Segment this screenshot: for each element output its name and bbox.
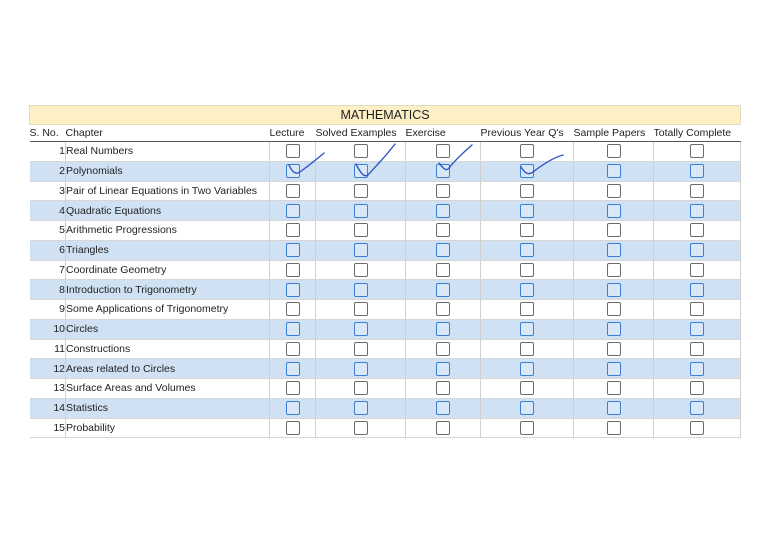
cell-exercise <box>406 221 481 241</box>
checkbox-solved-examples[interactable] <box>354 322 368 336</box>
cell-solved-examples <box>316 319 406 339</box>
cell-lecture <box>270 260 316 280</box>
cell-totally-complete <box>654 240 741 260</box>
checkbox-solved-examples[interactable] <box>354 362 368 376</box>
cell-previous-year <box>481 161 574 181</box>
cell-sample-papers <box>574 260 654 280</box>
row-number: 14 <box>30 398 66 418</box>
chapter-name: Constructions <box>66 339 270 359</box>
table-row <box>30 418 741 438</box>
cell-totally-complete <box>654 280 741 300</box>
checkbox-solved-examples[interactable] <box>354 144 368 158</box>
chapter-name: Quadratic Equations <box>66 201 270 221</box>
checkbox-exercise[interactable] <box>436 322 450 336</box>
cell-exercise <box>406 339 481 359</box>
checkbox-lecture[interactable] <box>286 302 300 316</box>
checkbox-exercise[interactable] <box>436 302 450 316</box>
checkbox-totally-complete[interactable] <box>690 362 704 376</box>
cell-solved-examples <box>316 240 406 260</box>
checkbox-solved-examples[interactable] <box>354 401 368 415</box>
checkbox-lecture[interactable] <box>286 283 300 297</box>
table-row <box>30 142 741 162</box>
checkbox-exercise[interactable] <box>436 263 450 277</box>
cell-solved-examples <box>316 418 406 438</box>
table-row <box>30 300 741 320</box>
checkbox-exercise[interactable] <box>436 164 450 178</box>
cell-previous-year <box>481 201 574 221</box>
table-row <box>30 280 741 300</box>
checkbox-lecture[interactable] <box>286 204 300 218</box>
checkbox-previous-year[interactable] <box>520 401 534 415</box>
header-sno: S. No. <box>30 125 66 142</box>
checkbox-previous-year[interactable] <box>520 381 534 395</box>
cell-exercise <box>406 398 481 418</box>
cell-previous-year <box>481 240 574 260</box>
checkbox-exercise[interactable] <box>436 204 450 218</box>
checkbox-sample-papers[interactable] <box>607 421 621 435</box>
checkbox-solved-examples[interactable] <box>354 204 368 218</box>
checkbox-previous-year[interactable] <box>520 322 534 336</box>
checkbox-solved-examples[interactable] <box>354 421 368 435</box>
cell-lecture <box>270 359 316 379</box>
checkbox-sample-papers[interactable] <box>607 223 621 237</box>
cell-lecture <box>270 319 316 339</box>
row-number: 10 <box>30 319 66 339</box>
cell-previous-year <box>481 319 574 339</box>
checkbox-solved-examples[interactable] <box>354 263 368 277</box>
checkbox-totally-complete[interactable] <box>690 342 704 356</box>
checkbox-totally-complete[interactable] <box>690 263 704 277</box>
table-row <box>30 181 741 201</box>
cell-sample-papers <box>574 161 654 181</box>
chapter-name: Polynomials <box>66 161 270 181</box>
cell-lecture <box>270 181 316 201</box>
chapter-name: Arithmetic Progressions <box>66 221 270 241</box>
checkbox-solved-examples[interactable] <box>354 164 368 178</box>
table-row <box>30 379 741 399</box>
cell-sample-papers <box>574 359 654 379</box>
checkbox-exercise[interactable] <box>436 184 450 198</box>
checkbox-exercise[interactable] <box>436 381 450 395</box>
header-chapter: Chapter <box>66 125 270 142</box>
checkbox-totally-complete[interactable] <box>690 164 704 178</box>
cell-solved-examples <box>316 379 406 399</box>
checkbox-previous-year[interactable] <box>520 204 534 218</box>
cell-exercise <box>406 300 481 320</box>
cell-previous-year <box>481 379 574 399</box>
checkbox-sample-papers[interactable] <box>607 263 621 277</box>
cell-lecture <box>270 161 316 181</box>
checkbox-sample-papers[interactable] <box>607 184 621 198</box>
cell-totally-complete <box>654 260 741 280</box>
cell-totally-complete <box>654 319 741 339</box>
cell-totally-complete <box>654 398 741 418</box>
checkbox-lecture[interactable] <box>286 401 300 415</box>
cell-lecture <box>270 339 316 359</box>
checkbox-totally-complete[interactable] <box>690 283 704 297</box>
checkbox-sample-papers[interactable] <box>607 362 621 376</box>
cell-exercise <box>406 161 481 181</box>
cell-previous-year <box>481 359 574 379</box>
row-number: 2 <box>30 161 66 181</box>
checkbox-lecture[interactable] <box>286 421 300 435</box>
cell-sample-papers <box>574 379 654 399</box>
cell-totally-complete <box>654 201 741 221</box>
checkbox-totally-complete[interactable] <box>690 144 704 158</box>
cell-solved-examples <box>316 359 406 379</box>
cell-previous-year <box>481 398 574 418</box>
checkbox-previous-year[interactable] <box>520 421 534 435</box>
chapter-name: Pair of Linear Equations in Two Variables <box>66 181 270 201</box>
header-solved-examples: Solved Examples <box>316 125 406 142</box>
checkbox-previous-year[interactable] <box>520 184 534 198</box>
checkbox-solved-examples[interactable] <box>354 342 368 356</box>
checkbox-sample-papers[interactable] <box>607 381 621 395</box>
chapter-name: Statistics <box>66 398 270 418</box>
table-row <box>30 319 741 339</box>
row-number: 11 <box>30 339 66 359</box>
cell-sample-papers <box>574 398 654 418</box>
cell-sample-papers <box>574 201 654 221</box>
row-number: 7 <box>30 260 66 280</box>
chapter-name: Some Applications of Trigonometry <box>66 300 270 320</box>
cell-solved-examples <box>316 260 406 280</box>
checkbox-solved-examples[interactable] <box>354 381 368 395</box>
chapter-name: Coordinate Geometry <box>66 260 270 280</box>
cell-lecture <box>270 280 316 300</box>
checkbox-solved-examples[interactable] <box>354 243 368 257</box>
checkbox-exercise[interactable] <box>436 421 450 435</box>
checkbox-sample-papers[interactable] <box>607 322 621 336</box>
cell-totally-complete <box>654 161 741 181</box>
chapter-name: Real Numbers <box>66 142 270 162</box>
header-exercise: Exercise <box>406 125 481 142</box>
checkbox-sample-papers[interactable] <box>607 204 621 218</box>
table-row <box>30 221 741 241</box>
checkbox-previous-year[interactable] <box>520 243 534 257</box>
cell-previous-year <box>481 221 574 241</box>
cell-solved-examples <box>316 339 406 359</box>
checkbox-previous-year[interactable] <box>520 164 534 178</box>
cell-solved-examples <box>316 142 406 162</box>
cell-totally-complete <box>654 300 741 320</box>
table-row <box>30 161 741 181</box>
table-row <box>30 240 741 260</box>
checkbox-sample-papers[interactable] <box>607 342 621 356</box>
cell-exercise <box>406 418 481 438</box>
cell-totally-complete <box>654 339 741 359</box>
cell-lecture <box>270 201 316 221</box>
chapter-name: Probability <box>66 418 270 438</box>
cell-totally-complete <box>654 359 741 379</box>
cell-sample-papers <box>574 181 654 201</box>
cell-totally-complete <box>654 142 741 162</box>
checkbox-sample-papers[interactable] <box>607 144 621 158</box>
mathematics-tracker-table <box>29 105 741 438</box>
cell-previous-year <box>481 260 574 280</box>
cell-totally-complete <box>654 221 741 241</box>
chapter-name: Introduction to Trigonometry <box>66 280 270 300</box>
checkbox-lecture[interactable] <box>286 322 300 336</box>
cell-previous-year <box>481 181 574 201</box>
chapter-name: Surface Areas and Volumes <box>66 379 270 399</box>
row-number: 13 <box>30 379 66 399</box>
cell-solved-examples <box>316 221 406 241</box>
row-number: 15 <box>30 418 66 438</box>
table-row <box>30 260 741 280</box>
checkbox-lecture[interactable] <box>286 381 300 395</box>
checkbox-totally-complete[interactable] <box>690 401 704 415</box>
table-row <box>30 339 741 359</box>
checkbox-lecture[interactable] <box>286 362 300 376</box>
cell-exercise <box>406 181 481 201</box>
row-number: 12 <box>30 359 66 379</box>
cell-sample-papers <box>574 300 654 320</box>
checkbox-sample-papers[interactable] <box>607 302 621 316</box>
cell-totally-complete <box>654 418 741 438</box>
cell-solved-examples <box>316 161 406 181</box>
checkbox-lecture[interactable] <box>286 342 300 356</box>
checkbox-lecture[interactable] <box>286 263 300 277</box>
header-totally-complete: Totally Complete <box>654 125 741 142</box>
checkbox-previous-year[interactable] <box>520 283 534 297</box>
checkbox-previous-year[interactable] <box>520 144 534 158</box>
cell-lecture <box>270 398 316 418</box>
cell-previous-year <box>481 300 574 320</box>
checkbox-totally-complete[interactable] <box>690 302 704 316</box>
cell-exercise <box>406 201 481 221</box>
cell-solved-examples <box>316 300 406 320</box>
checkbox-totally-complete[interactable] <box>690 223 704 237</box>
cell-solved-examples <box>316 280 406 300</box>
checkbox-sample-papers[interactable] <box>607 164 621 178</box>
checkbox-sample-papers[interactable] <box>607 243 621 257</box>
cell-previous-year <box>481 418 574 438</box>
table-row <box>30 201 741 221</box>
checkbox-solved-examples[interactable] <box>354 184 368 198</box>
cell-solved-examples <box>316 201 406 221</box>
chapter-name: Circles <box>66 319 270 339</box>
checkbox-solved-examples[interactable] <box>354 223 368 237</box>
cell-solved-examples <box>316 398 406 418</box>
header-sample-papers: Sample Papers <box>574 125 654 142</box>
row-number: 3 <box>30 181 66 201</box>
checkbox-totally-complete[interactable] <box>690 381 704 395</box>
cell-sample-papers <box>574 339 654 359</box>
cell-totally-complete <box>654 181 741 201</box>
checkbox-previous-year[interactable] <box>520 302 534 316</box>
checkbox-totally-complete[interactable] <box>690 184 704 198</box>
header-previous-year: Previous Year Q's <box>481 125 574 142</box>
checkbox-exercise[interactable] <box>436 362 450 376</box>
cell-sample-papers <box>574 418 654 438</box>
header-lecture: Lecture <box>270 125 316 142</box>
cell-exercise <box>406 379 481 399</box>
cell-previous-year <box>481 339 574 359</box>
checkbox-lecture[interactable] <box>286 144 300 158</box>
cell-exercise <box>406 142 481 162</box>
checkbox-exercise[interactable] <box>436 342 450 356</box>
cell-lecture <box>270 221 316 241</box>
row-number: 9 <box>30 300 66 320</box>
checkbox-lecture[interactable] <box>286 243 300 257</box>
sheet-title: MATHEMATICS <box>30 106 741 125</box>
checkbox-previous-year[interactable] <box>520 263 534 277</box>
cell-previous-year <box>481 280 574 300</box>
cell-exercise <box>406 359 481 379</box>
checkbox-totally-complete[interactable] <box>690 243 704 257</box>
checkbox-sample-papers[interactable] <box>607 283 621 297</box>
cell-previous-year <box>481 142 574 162</box>
cell-exercise <box>406 280 481 300</box>
checkbox-sample-papers[interactable] <box>607 401 621 415</box>
row-number: 4 <box>30 201 66 221</box>
checkbox-exercise[interactable] <box>436 223 450 237</box>
checkbox-totally-complete[interactable] <box>690 322 704 336</box>
cell-lecture <box>270 300 316 320</box>
cell-exercise <box>406 240 481 260</box>
chapter-name: Areas related to Circles <box>66 359 270 379</box>
cell-exercise <box>406 260 481 280</box>
cell-sample-papers <box>574 142 654 162</box>
table-row <box>30 398 741 418</box>
cell-sample-papers <box>574 280 654 300</box>
row-number: 1 <box>30 142 66 162</box>
cell-lecture <box>270 240 316 260</box>
checkbox-solved-examples[interactable] <box>354 283 368 297</box>
chapter-name: Triangles <box>66 240 270 260</box>
checkbox-exercise[interactable] <box>436 283 450 297</box>
cell-exercise <box>406 319 481 339</box>
cell-sample-papers <box>574 221 654 241</box>
checkbox-exercise[interactable] <box>436 144 450 158</box>
table-row <box>30 359 741 379</box>
cell-sample-papers <box>574 240 654 260</box>
checkbox-lecture[interactable] <box>286 184 300 198</box>
cell-lecture <box>270 379 316 399</box>
row-number: 8 <box>30 280 66 300</box>
cell-solved-examples <box>316 181 406 201</box>
checkbox-lecture[interactable] <box>286 164 300 178</box>
checkbox-exercise[interactable] <box>436 243 450 257</box>
checkbox-exercise[interactable] <box>436 401 450 415</box>
checkbox-totally-complete[interactable] <box>690 421 704 435</box>
checkbox-totally-complete[interactable] <box>690 204 704 218</box>
checkbox-lecture[interactable] <box>286 223 300 237</box>
checkbox-solved-examples[interactable] <box>354 302 368 316</box>
cell-lecture <box>270 142 316 162</box>
row-number: 6 <box>30 240 66 260</box>
cell-totally-complete <box>654 379 741 399</box>
checkbox-previous-year[interactable] <box>520 223 534 237</box>
cell-lecture <box>270 418 316 438</box>
row-number: 5 <box>30 221 66 241</box>
checkbox-previous-year[interactable] <box>520 362 534 376</box>
checkbox-previous-year[interactable] <box>520 342 534 356</box>
cell-sample-papers <box>574 319 654 339</box>
